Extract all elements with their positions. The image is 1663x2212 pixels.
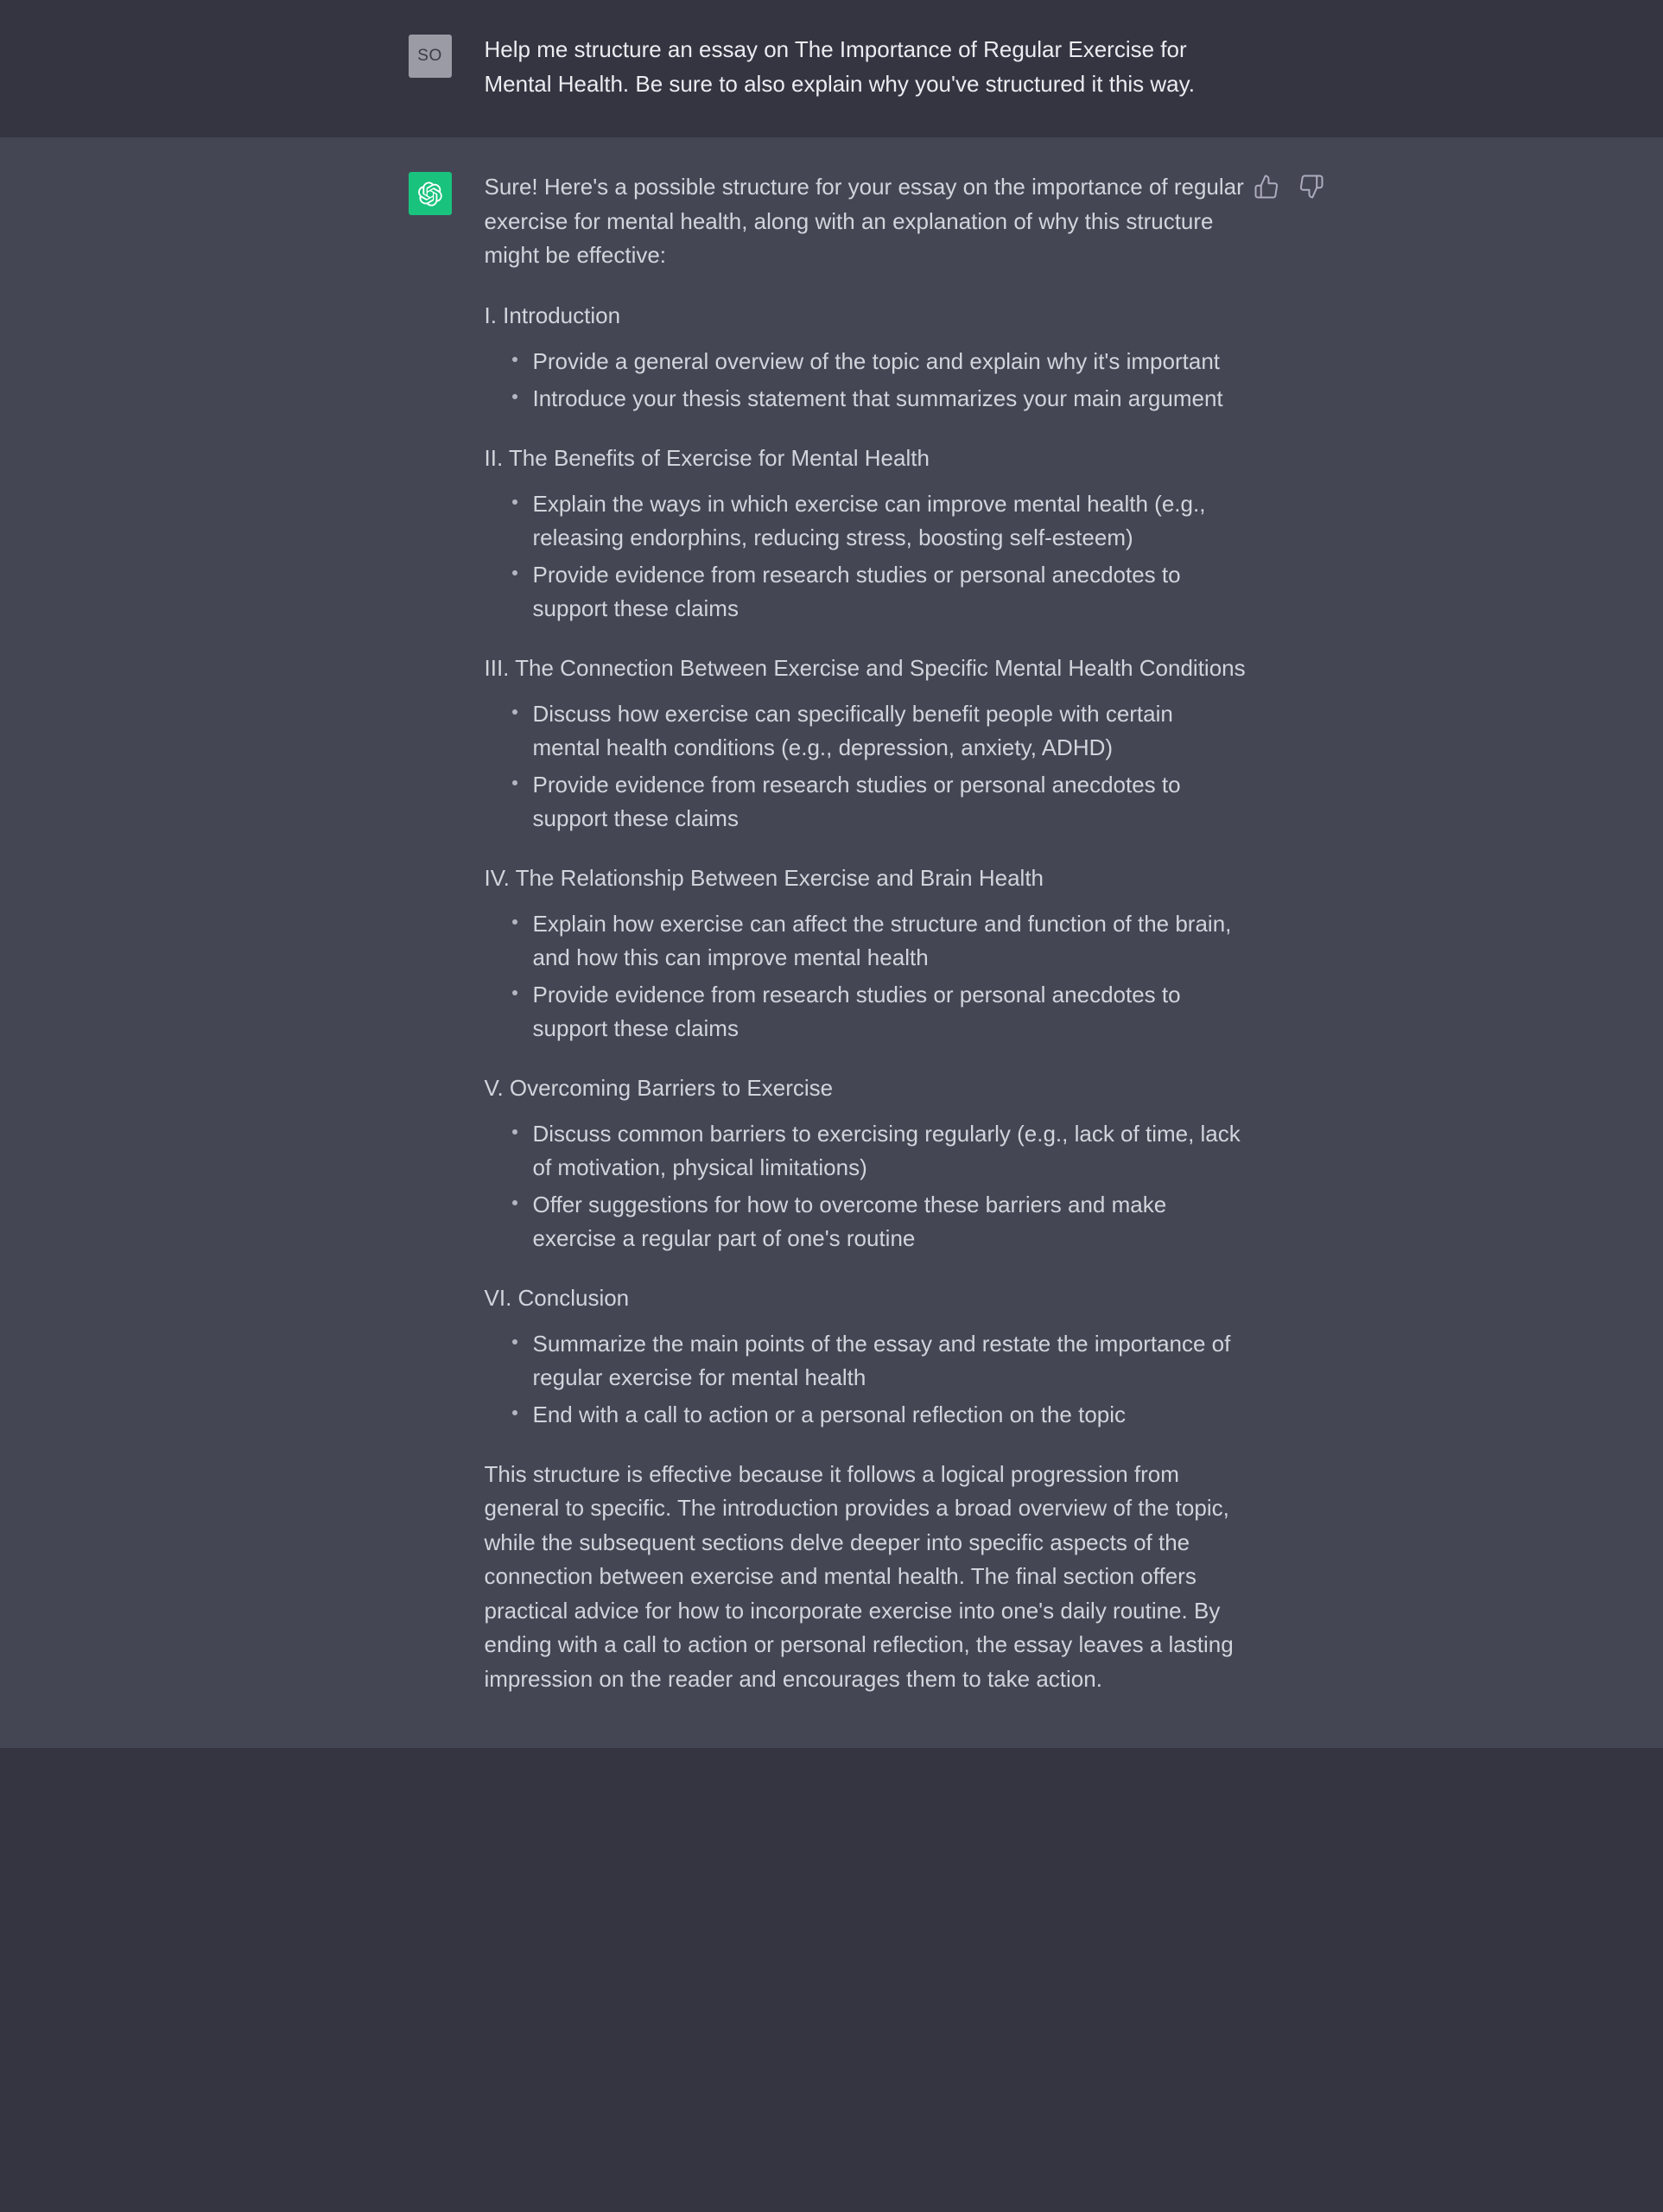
essay-outline-section	[485, 1281, 1247, 1432]
list-item: Offer suggestions for how to overcome these barriers and make exercise a regular part of one's routine	[509, 1188, 1247, 1255]
list-item: Explain the ways in which exercise can improve mental health (e.g., releasing endorphins, reducing stress, boosting self-esteem)	[509, 487, 1247, 555]
list-item: Discuss how exercise can specifically benefit people with certain mental health conditions (e.g., depression, anxiety, ADHD)	[509, 697, 1247, 765]
assistant-intro-paragraph: Sure! Here's a possible structure for your essay on the importance of regular exercise for mental health, along with an explanation of why this structure might be effective:	[484, 174, 1244, 269]
list-item: Provide evidence from research studies or personal anecdotes to support these claims	[509, 558, 1247, 626]
list-item: Provide a general overview of the topic and explain why it's important	[509, 345, 1247, 378]
list-item: Discuss common barriers to exercising regularly (e.g., lack of time, lack of motivation, physical limitations)	[509, 1117, 1247, 1185]
message-feedback-controls	[1254, 174, 1324, 200]
essay-outline-section	[485, 652, 1247, 836]
section-heading: III. The Connection Between Exercise and Specific Mental Health Conditions	[484, 654, 1246, 681]
list-item: End with a call to action or a personal reflection on the topic	[509, 1398, 1247, 1432]
essay-outline-section	[485, 861, 1247, 1046]
section-bullet-list	[485, 1117, 1247, 1255]
section-heading: I. Introduction	[484, 302, 621, 328]
avatar-assistant	[409, 172, 452, 215]
list-item: Explain how exercise can affect the structure and function of the brain, and how this can improve mental health	[509, 907, 1247, 975]
section-heading: IV. The Relationship Between Exercise and Brain Health	[484, 864, 1044, 891]
user-message-turn	[0, 0, 1663, 137]
user-message-text	[485, 33, 1255, 101]
section-bullet-list	[485, 1327, 1247, 1432]
essay-outline-section	[485, 299, 1247, 416]
openai-logo-icon	[416, 181, 443, 207]
essay-outline-section	[485, 442, 1247, 626]
list-item: Summarize the main points of the essay and restate the importance of regular exercise for mental health	[509, 1327, 1247, 1395]
thumbs-up-icon[interactable]	[1254, 174, 1279, 200]
section-heading: II. The Benefits of Exercise for Mental Health	[484, 444, 930, 471]
section-bullet-list	[485, 907, 1247, 1046]
essay-outline-section	[485, 1071, 1247, 1255]
section-bullet-list	[485, 487, 1247, 626]
user-message-paragraph: Help me structure an essay on The Importance of Regular Exercise for Mental Health. Be sure to also explain why you've structured it this way.	[484, 36, 1195, 97]
avatar-user: SO	[409, 35, 452, 78]
assistant-closing-paragraph: This structure is effective because it follows a logical progression from general to specific. The introduction provides a broad overview of the topic, while the subsequent sections delve deeper into specific aspects of the connection between exercise and mental health. The final section offers practical advice for how to incorporate exercise into one's daily routine. By ending with a call to action or personal reflection, the essay leaves a lasting impression on the reader and encourages them to take action.	[484, 1460, 1234, 1692]
section-bullet-list	[485, 697, 1247, 836]
section-heading: V. Overcoming Barriers to Exercise	[484, 1074, 834, 1101]
list-item: Provide evidence from research studies or personal anecdotes to support these claims	[509, 978, 1247, 1046]
section-heading: VI. Conclusion	[484, 1284, 630, 1311]
thumbs-down-icon[interactable]	[1298, 174, 1324, 200]
list-item: Introduce your thesis statement that summarizes your main argument	[509, 382, 1247, 416]
section-bullet-list	[485, 345, 1247, 416]
assistant-message-turn	[0, 137, 1663, 1748]
list-item: Provide evidence from research studies or personal anecdotes to support these claims	[509, 768, 1247, 836]
assistant-message-text	[485, 170, 1255, 1696]
